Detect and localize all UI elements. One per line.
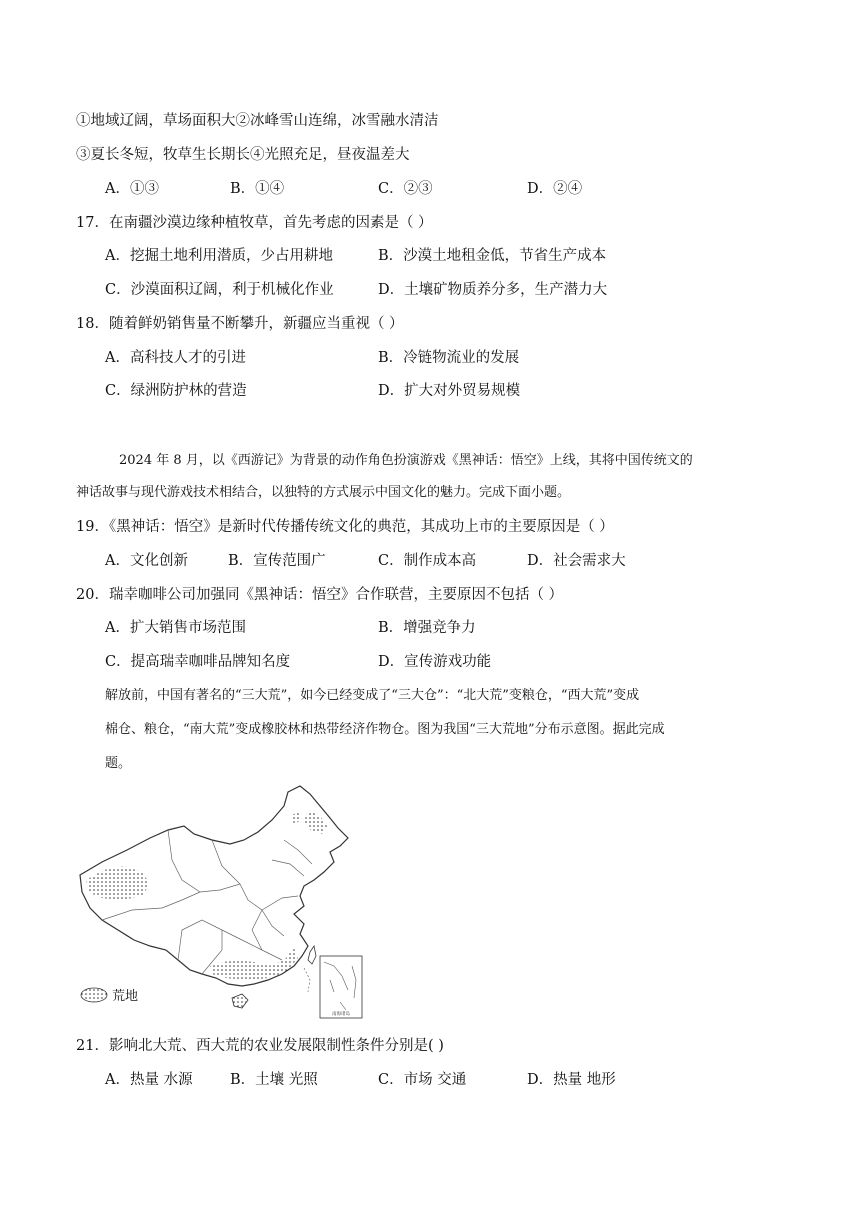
q18-stem: 18．随着鲜奶销售量不断攀升，新疆应当重视（ ） xyxy=(76,316,404,332)
q21-stem: 21．影响北大荒、西大荒的农业发展限制性条件分别是( ) xyxy=(76,1038,444,1054)
q17-option-b: B．沙漠土地租金低，节省生产成本 xyxy=(378,248,607,264)
q17-option-c: C．沙漠面积辽阔，利于机械化作业 xyxy=(105,282,334,298)
q20-option-c: C．提高瑞幸咖啡品牌知名度 xyxy=(105,654,291,670)
legend-wasteland-swatch xyxy=(81,988,107,1002)
q20-stem: 20．瑞幸咖啡公司加强同《黑神话：悟空》合作联营，主要原因不包括（ ） xyxy=(76,587,564,603)
legend-label: 荒地 xyxy=(112,989,139,1004)
q19-stem: 19．《黑神话：悟空》是新时代传播传统文化的典范，其成功上市的主要原因是（ ） xyxy=(76,519,614,535)
hainan-island xyxy=(232,994,248,1008)
q16-option-a: A．①③ xyxy=(105,181,159,197)
q20-option-a: A．扩大销售市场范围 xyxy=(105,620,246,636)
q17-option-d: D．土壤矿物质养分多，生产潜力大 xyxy=(378,282,608,298)
q18-option-c: C．绿洲防护林的营造 xyxy=(105,383,247,399)
q17-option-a: A．挖掘土地利用潜质，少占用耕地 xyxy=(105,248,333,264)
q20-option-d: D．宣传游戏功能 xyxy=(378,654,492,670)
passage2-line1: 解放前，中国有著名的“三大荒”，如今已经变成了“三大仓”：“北大荒”变粮仓，“西大荒”变成 xyxy=(105,688,640,703)
q19-option-a: A．文化创新 xyxy=(105,553,188,569)
q18-option-b: B．冷链物流业的发展 xyxy=(378,350,520,366)
q19-option-b: B．宣传范围广 xyxy=(228,553,326,569)
q16-statement-1: ①地域辽阔，草场面积大②冰峰雪山连绵，冰雪融水清洁 xyxy=(76,113,439,129)
q21-option-c: C．市场 交通 xyxy=(378,1072,467,1088)
passage2-line2: 棉仓、粮仓，“南大荒”变成橡胶林和热带经济作物仓。图为我国“三大荒地”分布示意图。据此完成 xyxy=(105,722,665,737)
q16-option-b: B．①④ xyxy=(230,181,285,197)
q21-option-a: A．热量 水源 xyxy=(105,1072,193,1088)
q21-option-d: D．热量 地形 xyxy=(527,1072,616,1088)
taiwan-island xyxy=(308,946,316,964)
q17-stem: 17．在南疆沙漠边缘种植牧草，首先考虑的因素是（ ） xyxy=(76,215,433,231)
passage2-line3: 题。 xyxy=(105,756,132,771)
q18-option-a: A．高科技人才的引进 xyxy=(105,350,246,366)
q21-option-b: B．土壤 光照 xyxy=(230,1072,318,1088)
q16-option-c: C．②③ xyxy=(378,181,433,197)
passage1-line1: 2024 年 8 月，以《西游记》为背景的动作角色扮演游戏《黑神话：悟空》上线，其将中国传统文的 xyxy=(119,453,693,468)
q19-option-d: D．社会需求大 xyxy=(527,553,626,569)
q19-option-c: C．制作成本高 xyxy=(378,553,477,569)
q16-statement-2: ③夏长冬短，牧草生长期长④光照充足，昼夜温差大 xyxy=(76,147,410,163)
south-china-sea-inset xyxy=(320,956,362,1018)
inset-label: 南海诸岛 xyxy=(332,1012,350,1017)
wasteland-distribution-map xyxy=(72,780,372,1025)
passage1-line2: 神话故事与现代游戏技术相结合，以独特的方式展示中国文化的魅力。完成下面小题。 xyxy=(76,485,571,500)
q20-option-b: B．增强竞争力 xyxy=(378,620,476,636)
q18-option-d: D．扩大对外贸易规模 xyxy=(378,383,521,399)
q16-option-d: D．②④ xyxy=(527,181,583,197)
